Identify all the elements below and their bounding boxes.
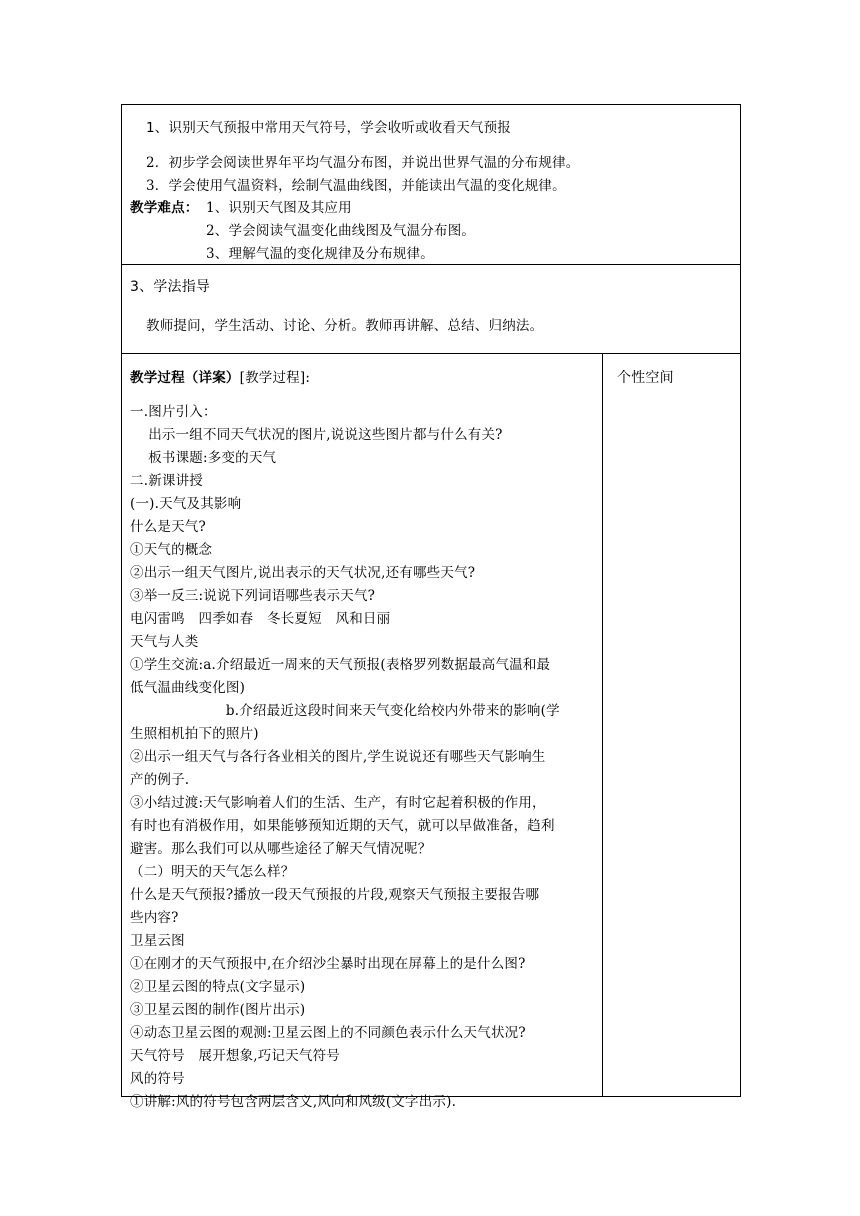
process-content	[130, 401, 602, 1114]
process-line: 出示一组不同天气状况的图片,说说这些图片都与什么有关?	[130, 427, 503, 443]
process-line: ②出示一组天气与各行各业相关的图片,学生说说还有哪些天气影响生	[130, 749, 546, 765]
process-line: b.介绍最近这段时间来天气变化给校内外带来的影响(学	[130, 703, 560, 719]
process-line: 天气符号 展开想象,巧记天气符号	[130, 1048, 340, 1064]
process-line: 避害。那么我们可以从哪些途径了解天气情况呢？	[130, 841, 432, 857]
objective-2: 2．初步学会阅读世界年平均气温分布图，并说出世界气温的分布规律。	[146, 155, 580, 171]
process-line: ①学生交流:a.介绍最近一周来的天气预报(表格罗列数据最高气温和最	[130, 657, 551, 673]
objective-1: 1、识别天气预报中常用天气符号，学会收听或收看天气预报	[146, 120, 511, 136]
process-line: 生照相机拍下的照片)	[130, 726, 259, 742]
process-line: ②出示一组天气图片,说出表示的天气状况,还有哪些天气?	[130, 565, 476, 581]
process-line: ④动态卫星云图的观测:卫星云图上的不同颜色表示什么天气状况?	[130, 1025, 526, 1041]
process-line: 什么是天气?	[130, 519, 206, 535]
process-line: 什么是天气预报?播放一段天气预报的片段,观察天气预报主要报告哪	[130, 887, 540, 903]
process-heading-bold: 教学过程（详案）	[130, 370, 240, 386]
process-heading-rest: [教学过程]:	[239, 370, 311, 386]
objective-3: 3．学会使用气温资料，绘制气温曲线图，并能读出气温的变化规律。	[146, 178, 566, 194]
difficulty-2: 2、学会阅读气温变化曲线图及气温分布图。	[206, 223, 476, 239]
process-line: 二.新课讲授	[130, 473, 203, 489]
method-heading: 3、学法指导	[130, 279, 211, 295]
row-divider	[122, 264, 740, 265]
process-line: 卫星云图	[130, 933, 185, 949]
process-line: 风的符号	[130, 1071, 185, 1087]
process-line: ③小结过渡:天气影响着人们的生活、生产，有时它起着积极的作用，	[130, 795, 546, 811]
process-line: ①讲解:风的符号包含两层含义,风向和风级(文字出示).	[130, 1094, 457, 1110]
method-text: 教师提问，学生活动、讨论、分析。教师再讲解、总结、归纳法。	[146, 318, 544, 334]
process-line: 些内容?	[130, 910, 179, 926]
process-line: ②卫星云图的特点(文字显示)	[130, 979, 306, 995]
side-heading: 个性空间	[617, 370, 674, 386]
process-line: 板书课题:多变的天气	[130, 450, 277, 466]
process-line: 电闪雷鸣 四季如春 冬长夏短 风和日丽	[130, 611, 391, 627]
process-line: (一).天气及其影响	[130, 496, 242, 512]
difficulty-1: 1、识别天气图及其应用	[206, 200, 352, 216]
process-line: ①在刚才的天气预报中,在介绍沙尘暴时出现在屏幕上的是什么图?	[130, 956, 526, 972]
process-line: ③举一反三:说说下列词语哪些表示天气?	[130, 588, 376, 604]
process-line: ③卫星云图的制作(图片出示)	[130, 1002, 306, 1018]
process-line: 天气与人类	[130, 634, 199, 650]
difficulty-label: 教学难点：	[130, 200, 199, 216]
process-heading	[130, 369, 310, 387]
process-line: 低气温曲线变化图)	[130, 680, 246, 696]
process-line: 有时也有消极作用，如果能够预知近期的天气，就可以早做准备，趋利	[130, 818, 555, 834]
lesson-plan-table	[121, 104, 741, 1110]
process-line: （二）明天的天气怎么样？	[130, 864, 295, 880]
row-divider	[122, 353, 740, 354]
process-line: 一.图片引入：	[130, 404, 217, 420]
column-divider	[602, 353, 603, 1096]
process-line: ①天气的概念	[130, 542, 213, 558]
difficulty-3: 3、理解气温的变化规律及分布规律。	[206, 246, 434, 262]
process-line: 产的例子.	[130, 772, 190, 788]
